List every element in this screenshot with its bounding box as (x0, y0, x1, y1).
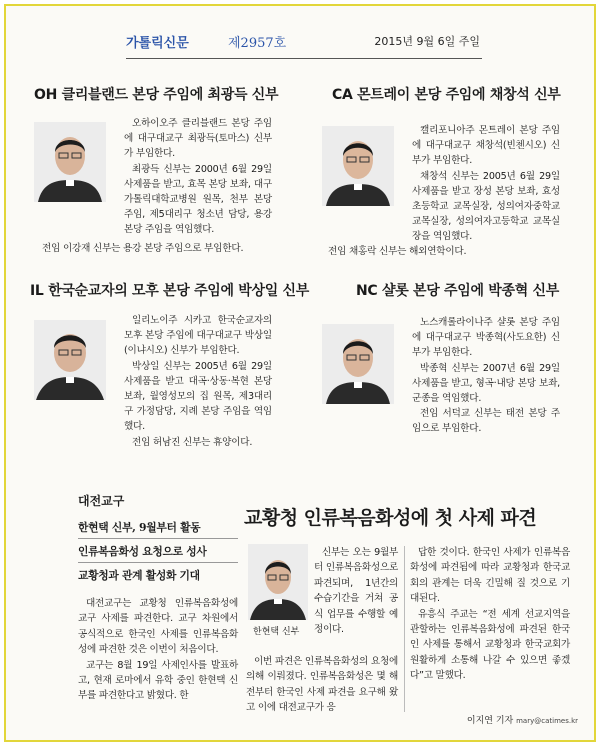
lower-column-2-bottom (246, 654, 398, 716)
lower-paragraph: 유흥식 주교는 “전 세계 선교지역을 관할하는 인류복음화성에 파견된 한국인 사제를 통해서 교황청과 한국교회가 원활하게 소통해 나갈 수 있으면 좋겠다”고 말했다. (410, 608, 570, 682)
article-4-title: NC 샬롯 본당 주임에 박종혁 신부 (356, 283, 559, 299)
masthead (126, 28, 482, 59)
article-1-paragraph: 오하이오주 클리블랜드 본당 주임에 대구대교구 최광득(토마스) 신부가 부임한다. (124, 118, 272, 160)
priest-portrait-icon (34, 122, 106, 202)
newspaper-logo: 가톨릭신문 (126, 36, 189, 51)
issue-date: 2015년 9월 6일 주일 (374, 35, 480, 48)
column-divider (404, 546, 405, 712)
article-1-body (124, 116, 272, 238)
priest-portrait-icon (248, 544, 308, 620)
main-headline: 교황청 인류복음화성에 첫 사제 파견 (244, 507, 537, 529)
article-2-paragraph: 채창석 신부는 2005년 6월 29일 사제품을 받고 장성 본당 보좌, 효성초등학교 교목실장, 성의여자중학교 교목실장, 성의여자고등학교 교목실장을 역임했다. (412, 170, 560, 243)
priest-portrait-icon (322, 324, 394, 404)
article-4-paragraph: 전임 서덕교 신부는 태전 본당 주임으로 부임한다. (412, 408, 560, 435)
priest-portrait-icon (34, 320, 106, 400)
lower-column-3 (410, 545, 570, 684)
article-4-paragraph: 노스캐롤라이나주 샬롯 본당 주임에 대구대교구 박종혁(사도요한) 신부가 부임한다. (412, 317, 560, 359)
subhead-3: 교황청과 관계 활성화 기대 (78, 569, 200, 582)
article-1-photo (34, 122, 106, 202)
article-1-paragraph: 최광득 신부는 2000년 6월 29일 사제품을 받고, 효목 본당 보좌, 대구가톨릭대학교병원 원목, 천부 본당 주임, 제5대리구 청소년 담당, 용강 본당 주임을 역임했다. (124, 163, 272, 236)
lower-paragraph: 이번 파견은 인류복음화성의 요청에 의해 이뤄졌다. 인류복음화성은 몇 해 전부터 한국인 사제 파견을 요구해 왔고 이에 대전교구가 응 (246, 656, 398, 714)
lower-kicker: 대전교구 (78, 494, 125, 508)
byline (467, 713, 578, 726)
subhead-divider (78, 562, 238, 563)
photo-caption: 한현택 신부 (253, 627, 300, 637)
article-1-note: 전임 이강재 신부는 용강 본당 주임으로 부임한다. (42, 243, 244, 254)
newspaper-page (4, 4, 596, 742)
article-3-paragraph: 전임 허남진 신부는 휴양이다. (132, 436, 253, 448)
article-2-body (412, 123, 560, 245)
lower-column-1 (78, 596, 238, 704)
article-3-body (124, 313, 272, 450)
reporter-email: mary@catimes.kr (516, 717, 578, 725)
reporter-name: 이지연 기자 (466, 716, 514, 726)
article-4-photo (322, 324, 394, 404)
article-2-paragraph: 캘리포니아주 몬트레이 본당 주임에 대구대교구 채창석(빈첸시오) 신부가 부임한다. (412, 125, 560, 167)
article-3-photo (34, 320, 106, 400)
article-2-title: CA 몬트레이 본당 주임에 채창석 신부 (332, 87, 561, 103)
article-1-title: OH 클리블랜드 본당 주임에 최광득 신부 (34, 87, 279, 103)
article-4-paragraph: 박종혁 신부는 2007년 6월 29일 사제품을 받고, 형곡·내당 본당 보좌, 군종을 역임했다. (412, 362, 560, 405)
lower-paragraph: 신부는 오는 9월부터 인류복음화성으로 파견되며, 1년간의 수습기간을 거쳐 공식 업무를 수행할 예정이다. (314, 547, 398, 636)
han-photo (248, 544, 308, 620)
lower-paragraph: 대전교구는 교황청 인류복음화성에 교구 사제를 파견한다. 교구 차원에서 공식적으로 한국인 사제를 인류복음화성에 파견한 것은 이번이 처음이다. (78, 598, 238, 656)
article-2-photo (322, 126, 394, 206)
issue-number: 제2957호 (228, 36, 287, 51)
subhead-1: 한현택 신부, 9월부터 활동 (78, 521, 201, 534)
lower-paragraph: 답한 것이다. 한국인 사제가 인류복음화성에 파견됨에 따라 교황청과 한국교회의 관계는 더욱 긴밀해 질 것으로 기대된다. (410, 547, 570, 605)
lower-paragraph: 교구는 8월 19일 사제인사를 발표하고, 현재 로마에서 유학 중인 한현택 신부를 파견한다고 밝혔다. 한 (78, 659, 238, 702)
lower-column-2-top (314, 545, 398, 637)
article-3-paragraph: 일리노이주 시카고 한국순교자의 모후 본당 주임에 대구대교구 박상일(이냐시오) 신부가 부임한다. (124, 315, 272, 357)
article-2-note: 전임 채홍락 신부는 해외연학이다. (328, 246, 467, 257)
article-3-paragraph: 박상일 신부는 2005년 6월 29일 사제품을 받고 대곡·상동·복현 본당 보좌, 월영성모의 집 원목, 제3대리구 가정담당, 지례 본당 주임을 역임했다. (124, 360, 272, 433)
article-3-title: IL 한국순교자의 모후 본당 주임에 박상일 신부 (30, 283, 310, 299)
article-4-body (412, 315, 560, 437)
subhead-divider (78, 538, 238, 539)
subhead-2: 인류복음화성 요청으로 성사 (78, 545, 207, 558)
priest-portrait-icon (322, 126, 394, 206)
